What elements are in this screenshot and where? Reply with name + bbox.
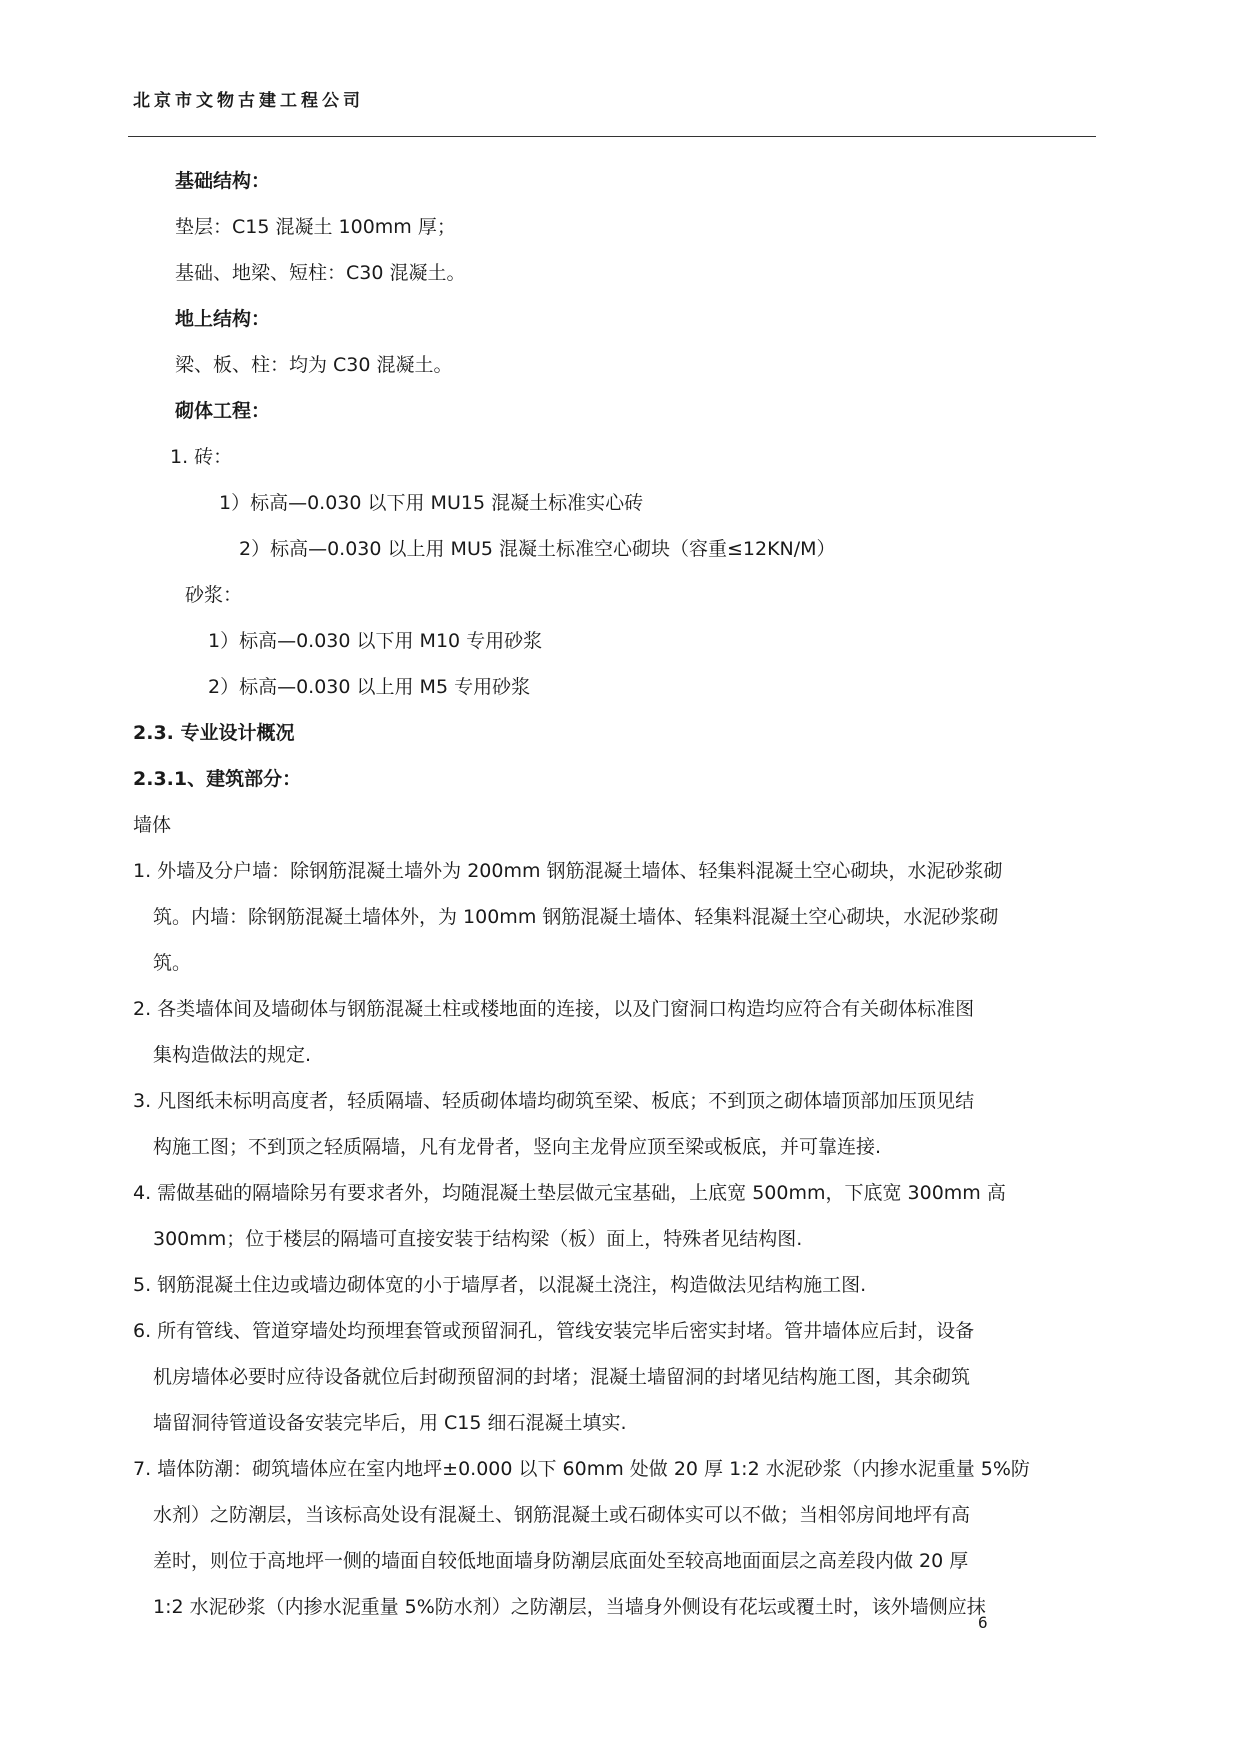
wall-item-2-line-1: 2. 各类墙体间及墙砌体与钢筋混凝土柱或楼地面的连接，以及门窗洞口构造均应符合有关砌体标准图 [133, 998, 975, 1020]
header-divider [128, 136, 1096, 137]
foundation-cushion-text: 垫层：C15 混凝土 100mm 厚； [175, 216, 456, 238]
foundation-heading: 基础结构： [175, 170, 271, 192]
section-2-3-1-heading: 2.3.1、建筑部分： [133, 768, 302, 790]
wall-item-7-line-4: 1:2 水泥砂浆（内掺水泥重量 5%防水剂）之防潮层，当墙身外侧设有花坛或覆土时，该外墙侧应抹 [153, 1596, 986, 1618]
wall-item-1-line-2: 筑。内墙：除钢筋混凝土墙体外，为 100mm 钢筋混凝土墙体、轻集料混凝土空心砌块，水泥砂浆砌 [153, 906, 999, 928]
mortar-item-2: 2）标高—0.030 以上用 M5 专用砂浆 [208, 676, 531, 698]
brick-heading: 1. 砖： [170, 446, 233, 468]
company-header: 北京市文物古建工程公司 [133, 91, 364, 111]
wall-item-1-line-3: 筑。 [153, 952, 192, 974]
foundation-members-text: 基础、地梁、短柱：C30 混凝土。 [175, 262, 466, 284]
section-2-3-heading: 2.3. 专业设计概况 [133, 722, 295, 744]
superstructure-members-text: 梁、板、柱：均为 C30 混凝土。 [175, 354, 453, 376]
wall-item-6-line-3: 墙留洞待管道设备安装完毕后，用 C15 细石混凝土填实. [153, 1412, 627, 1434]
wall-item-6-line-2: 机房墙体必要时应待设备就位后封砌预留洞的封堵；混凝土墙留洞的封堵见结构施工图，其余砌筑 [153, 1366, 971, 1388]
wall-item-1-line-1: 1. 外墙及分户墙：除钢筋混凝土墙外为 200mm 钢筋混凝土墙体、轻集料混凝土空心砌块，水泥砂浆砌 [133, 860, 1003, 882]
wall-heading: 墙体 [133, 814, 172, 836]
page-number: 6 [978, 1613, 988, 1632]
brick-item-1: 1）标高—0.030 以下用 MU15 混凝土标准实心砖 [219, 492, 644, 514]
wall-item-6-line-1: 6. 所有管线、管道穿墙处均预埋套管或预留洞孔，管线安装完毕后密实封堵。管井墙体应后封，设备 [133, 1320, 975, 1342]
wall-item-7-line-1: 7. 墙体防潮：砌筑墙体应在室内地坪±0.000 以下 60mm 处做 20 厚 1:2 水泥砂浆（内掺水泥重量 5%防 [133, 1458, 1030, 1480]
superstructure-heading: 地上结构： [175, 308, 271, 330]
wall-item-5-line-1: 5. 钢筋混凝土住边或墙边砌体宽的小于墙厚者，以混凝土浇注，构造做法见结构施工图. [133, 1274, 867, 1296]
wall-item-2-line-2: 集构造做法的规定. [153, 1044, 312, 1066]
mortar-item-1: 1）标高—0.030 以下用 M10 专用砂浆 [208, 630, 543, 652]
mortar-heading: 砂浆： [185, 584, 243, 606]
wall-item-7-line-3: 差时，则位于高地坪一侧的墙面自较低地面墙身防潮层底面处至较高地面面层之高差段内做 20 厚 [153, 1550, 969, 1572]
wall-item-4-line-2: 300mm；位于楼层的隔墙可直接安装于结构梁（板）面上，特殊者见结构图. [153, 1228, 803, 1250]
brick-item-2: 2）标高—0.030 以上用 MU5 混凝土标准空心砌块（容重≤12KN/M） [239, 538, 836, 560]
wall-item-3-line-1: 3. 凡图纸未标明高度者，轻质隔墙、轻质砌体墙均砌筑至梁、板底；不到顶之砌体墙顶部加压顶见结 [133, 1090, 975, 1112]
masonry-heading: 砌体工程： [175, 400, 271, 422]
wall-item-7-line-2: 水剂）之防潮层，当该标高处设有混凝土、钢筋混凝土或石砌体实可以不做；当相邻房间地坪有高 [153, 1504, 971, 1526]
wall-item-3-line-2: 构施工图；不到顶之轻质隔墙，凡有龙骨者，竖向主龙骨应顶至梁或板底，并可靠连接. [153, 1136, 882, 1158]
wall-item-4-line-1: 4. 需做基础的隔墙除另有要求者外，均随混凝土垫层做元宝基础，上底宽 500mm，下底宽 300mm 高 [133, 1182, 1006, 1204]
